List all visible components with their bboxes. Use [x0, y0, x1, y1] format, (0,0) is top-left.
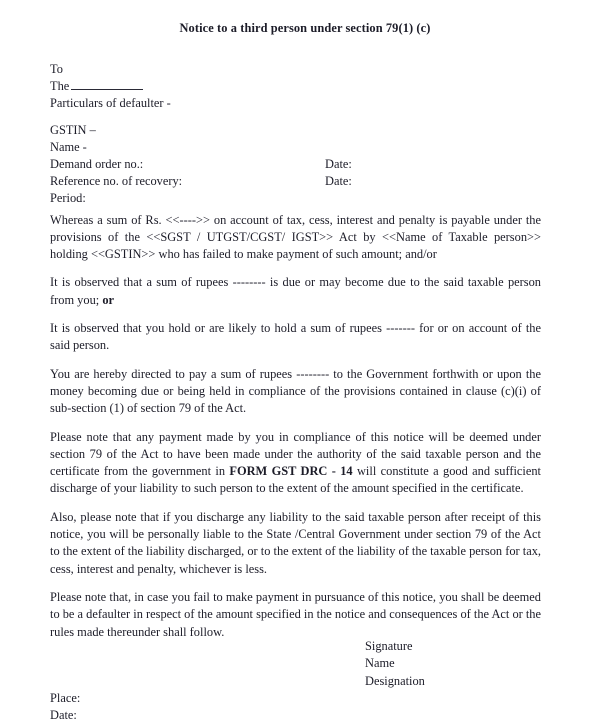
gstin-label: GSTIN –: [50, 122, 96, 137]
to-label: To: [50, 62, 63, 76]
paragraph-default-consequences-text: Please note that, in case you fail to make payment in pursuance of this notice, you shall be deemed to be a defaulter in respect of the amount specified in the notice and consequences of the Act or the rules made thereunder shall follow.: [50, 589, 541, 639]
particulars-of-defaulter-label: [50, 95, 541, 112]
signature-name-label: Name: [365, 656, 395, 671]
date-label: Date:: [50, 708, 77, 723]
period-label: Period:: [50, 191, 86, 206]
spacer: [50, 113, 541, 122]
paragraph-directed-to-pay: [50, 366, 541, 418]
paragraph-hold-sum-text: It is observed that you hold or are likely to hold a sum of rupees ------- for or on account of the said person.: [50, 321, 541, 353]
field-demand-order: [50, 156, 541, 173]
field-period: [50, 190, 541, 207]
addressee-the: [50, 78, 541, 95]
addressee-to: [50, 61, 541, 78]
paragraph-sum-due: [50, 274, 541, 309]
paragraph-sum-due-emphasis: or: [102, 292, 115, 307]
reference-date-label: Date:: [325, 174, 352, 189]
paragraph-personal-liability-text: Also, please note that if you discharge any liability to the said taxable person after receipt of this notice, you will be personally liable to the State /Central Government under section 79 of the Act to the extent of the liability discharged, or to the extent of the liability of the taxable person for tax, cess, interest and penalty, whichever is less.: [50, 509, 541, 576]
form-reference-drc-14: FORM GST DRC - 14: [229, 464, 353, 479]
document-body: [50, 61, 541, 641]
paragraph-whereas: [50, 212, 541, 264]
signature-label: Signature: [365, 639, 413, 653]
paragraph-payment-deemed-text-a: Please note that any payment made by you in compliance of this notice will be deemed under section 79 of the Act to have been made under the authority of the said taxable person and the certificate from the government in: [50, 429, 541, 479]
name-label: Name -: [50, 139, 87, 154]
paragraph-directed-to-pay-text: You are hereby directed to pay a sum of rupees -------- to the Government forthwith or upon the money becoming due or being held in compliance of the provisions contained in clause (c)(i) of sub-section (1) of section 79 of the Act.: [50, 366, 541, 416]
demand-order-date-label: Date:: [325, 157, 352, 172]
paragraph-whereas-text: Whereas a sum of Rs. <<---->> on account of tax, cess, interest and penalty is payable under the provisions of the <<SGST / UTGST/CGST/ IGST>> Act by <<Name of Taxable person>> holding <<GSTIN>> who has failed to make payment of such amount; and/or: [50, 212, 541, 262]
signature-block: [365, 638, 425, 690]
document-page: [0, 20, 600, 726]
demand-order-no-label: Demand order no.:: [50, 157, 144, 172]
field-name: [50, 139, 541, 156]
paragraph-default-consequences: [50, 589, 541, 641]
field-reference-no: [50, 173, 541, 190]
footer-block: [50, 690, 80, 725]
place-label: Place:: [50, 691, 81, 705]
paragraph-sum-due-text: It is observed that a sum of rupees -------- is due or may become due to the said taxable person from you;: [50, 275, 541, 307]
signature-designation-label: Designation: [365, 673, 425, 688]
paragraph-payment-deemed-text-b: will constitute a good and sufficient discharge of your liability to such person to the extent of the amount specified in the certificate.: [50, 464, 541, 496]
paragraph-hold-sum: [50, 320, 541, 355]
paragraph-personal-liability: [50, 509, 541, 578]
the-label: The: [50, 79, 70, 94]
page-title: Notice to a third person under section 79(1) (c): [179, 21, 431, 35]
field-gstin: [50, 122, 541, 139]
particulars-label: Particulars of defaulter -: [50, 96, 171, 111]
paragraph-payment-deemed: [50, 429, 541, 498]
the-blank-field[interactable]: [71, 78, 143, 90]
reference-no-label: Reference no. of recovery:: [50, 174, 183, 189]
